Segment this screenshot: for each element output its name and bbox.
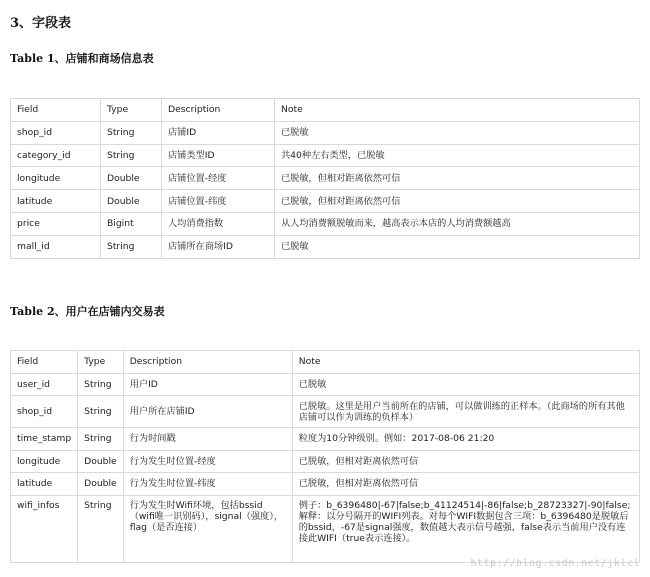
cell-description: 行为时间戳 (123, 428, 292, 451)
cell-note: 已脱敏，但相对距离依然可信 (275, 167, 640, 190)
cell-note: 已脱敏 (275, 121, 640, 144)
header-type: Type (78, 351, 124, 374)
cell-description: 行为发生时Wifi环境，包括bssid（wifi唯一识别码），signal（强度），flag（是否连接） (123, 495, 292, 562)
cell-field: longitude (11, 167, 101, 190)
table2-caption: Table 2、用户在店铺内交易表 (10, 305, 165, 318)
watermark: http://blog.csdn.net/jklcl (470, 558, 640, 569)
header-note: Note (275, 99, 640, 122)
cell-type: String (78, 428, 124, 451)
cell-type: Bigint (101, 212, 162, 235)
shop-mall-info-table (10, 98, 640, 259)
header-field: Field (11, 99, 101, 122)
table-row (11, 495, 640, 562)
header-description: Description (162, 99, 275, 122)
table-row (11, 450, 640, 473)
cell-type: String (101, 235, 162, 258)
cell-description: 用户ID (123, 373, 292, 396)
cell-description: 人均消费指数 (162, 212, 275, 235)
table-row (11, 428, 640, 451)
cell-description: 行为发生时位置-纬度 (123, 473, 292, 496)
cell-field: category_id (11, 144, 101, 167)
user-transaction-table (10, 350, 640, 563)
cell-type: Double (78, 450, 124, 473)
cell-note: 共40种左右类型，已脱敏 (275, 144, 640, 167)
table-row (11, 235, 640, 258)
table-row (11, 167, 640, 190)
cell-note: 从人均消费额脱敏而来，越高表示本店的人均消费额越高 (275, 212, 640, 235)
cell-note: 已脱敏 (292, 373, 639, 396)
cell-description: 店铺位置-纬度 (162, 190, 275, 213)
table-row (11, 473, 640, 496)
header-description: Description (123, 351, 292, 374)
table-row (11, 396, 640, 428)
cell-type: Double (78, 473, 124, 496)
header-type: Type (101, 99, 162, 122)
cell-description: 店铺类型ID (162, 144, 275, 167)
cell-field: price (11, 212, 101, 235)
table-row (11, 144, 640, 167)
cell-note: 例子：b_6396480|-67|false;b_41124514|-86|false;b_28723327|-90|false;解释：以分号隔开的WIFI列表。对每个WIFI数据包含三项：b_6396480是脱敏后的bssid，-67是signal强度，数值越大表示信号越强，false表示当前用户没有连接此WIFI（true表示连接）。 (292, 495, 639, 562)
cell-type: String (101, 121, 162, 144)
cell-field: latitude (11, 190, 101, 213)
header-field: Field (11, 351, 78, 374)
cell-description: 用户所在店铺ID (123, 396, 292, 428)
table-header-row (11, 351, 640, 374)
header-note: Note (292, 351, 639, 374)
section-title: 3、字段表 (10, 16, 72, 31)
cell-field: user_id (11, 373, 78, 396)
cell-field: wifi_infos (11, 495, 78, 562)
cell-type: String (101, 144, 162, 167)
cell-field: longitude (11, 450, 78, 473)
table1-caption: Table 1、店铺和商场信息表 (10, 52, 154, 65)
cell-field: shop_id (11, 396, 78, 428)
cell-note: 已脱敏，但相对距离依然可信 (292, 450, 639, 473)
cell-note: 已脱敏，但相对距离依然可信 (275, 190, 640, 213)
cell-field: latitude (11, 473, 78, 496)
table-row (11, 212, 640, 235)
cell-note: 已脱敏 (275, 235, 640, 258)
cell-field: time_stamp (11, 428, 78, 451)
cell-description: 店铺位置-经度 (162, 167, 275, 190)
table-header-row (11, 99, 640, 122)
cell-note: 粒度为10分钟级别。例如：2017-08-06 21:20 (292, 428, 639, 451)
cell-field: shop_id (11, 121, 101, 144)
cell-type: String (78, 373, 124, 396)
cell-type: Double (101, 190, 162, 213)
cell-field: mall_id (11, 235, 101, 258)
cell-description: 店铺ID (162, 121, 275, 144)
cell-note: 已脱敏，但相对距离依然可信 (292, 473, 639, 496)
cell-type: Double (101, 167, 162, 190)
cell-type: String (78, 396, 124, 428)
table-row (11, 190, 640, 213)
cell-note: 已脱敏。这里是用户当前所在的店铺，可以做训练的正样本。（此商场的所有其他店铺可以作为训练的负样本） (292, 396, 639, 428)
table-row (11, 373, 640, 396)
table-row (11, 121, 640, 144)
cell-description: 店铺所在商场ID (162, 235, 275, 258)
cell-type: String (78, 495, 124, 562)
cell-description: 行为发生时位置-经度 (123, 450, 292, 473)
